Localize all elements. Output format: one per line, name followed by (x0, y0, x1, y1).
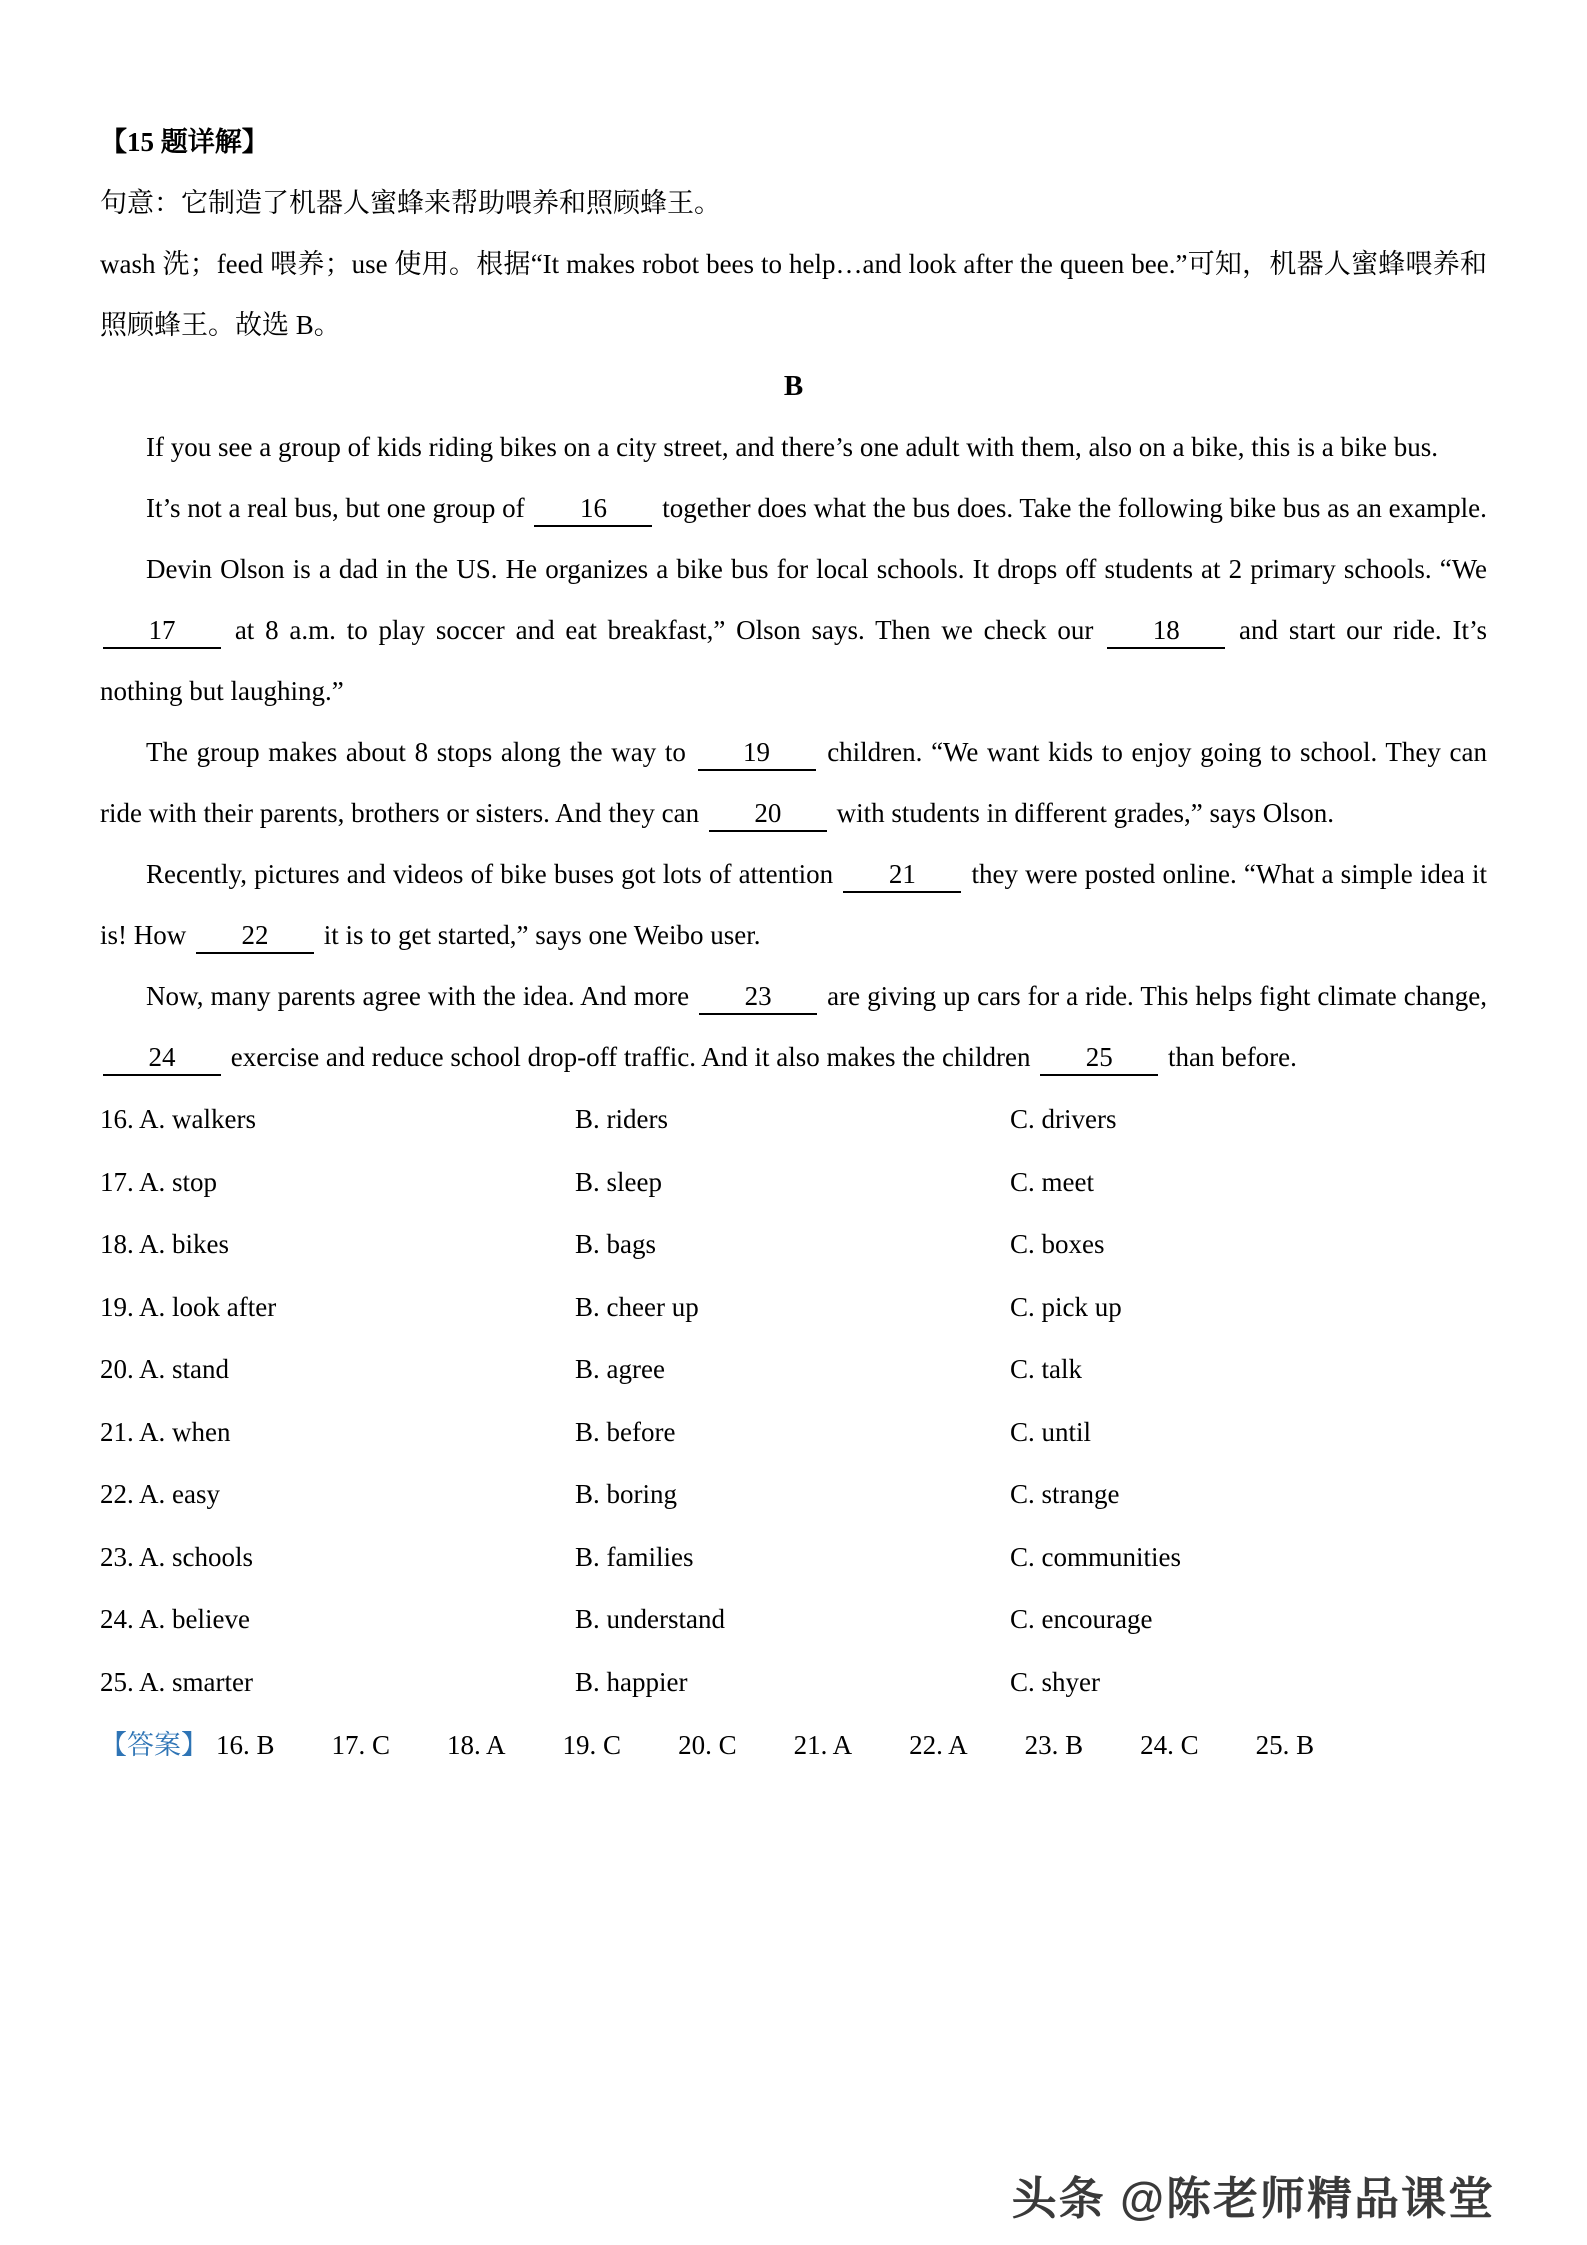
option-a: 20. A. stand (100, 1354, 230, 1384)
option-row (100, 1526, 1487, 1589)
blank-25: 25 (1040, 1040, 1158, 1076)
answers-label: 【答案】 (100, 1730, 208, 1760)
option-row (100, 1338, 1487, 1401)
option-b: B. agree (575, 1354, 665, 1384)
blank-17: 17 (103, 613, 221, 649)
explanation-title: 【15 题详解】 (100, 127, 269, 157)
options-list (100, 1088, 1487, 1713)
option-c: C. drivers (1010, 1104, 1117, 1134)
option-a: 17. A. stop (100, 1166, 218, 1197)
option-c: C. strange (1010, 1479, 1120, 1509)
passage-text: with students in different grades,” says Olson. (829, 798, 1335, 828)
option-a: 19. A. look after (100, 1291, 277, 1322)
passage-text: together does what the bus does. Take the following bike bus as an example. (655, 493, 1487, 523)
option-row (100, 1213, 1487, 1276)
blank-22: 22 (196, 918, 314, 954)
option-c: C. meet (1010, 1166, 1094, 1197)
blank-19: 19 (698, 735, 816, 771)
answer-item: 21. A (793, 1730, 853, 1760)
passage-text: it is to get started,” says one Weibo user. (317, 920, 761, 950)
passage-paragraph (100, 844, 1487, 966)
passage-paragraph (100, 478, 1487, 539)
option-row (100, 1651, 1487, 1714)
answer-item: 24. C (1140, 1730, 1199, 1760)
passage-text: they were posted online. “What a simple idea it is! How (100, 859, 1488, 950)
option-b: B. sleep (575, 1166, 662, 1197)
answer-item: 17. C (331, 1730, 391, 1760)
passage-text: exercise and reduce school drop-off traffic. And it also makes the children (224, 1042, 1038, 1072)
passage-text: than before. (1161, 1042, 1297, 1072)
option-c: C. until (1010, 1416, 1092, 1447)
option-row (100, 1151, 1487, 1214)
passage-paragraph (100, 966, 1487, 1088)
option-row (100, 1401, 1487, 1464)
option-a: 21. A. when (100, 1416, 231, 1447)
answers-items (216, 1713, 1314, 1777)
answer-item: 25. B (1255, 1730, 1315, 1760)
passage-text: are giving up cars for a ride. This helps fight climate change, (820, 981, 1487, 1011)
passage-text: Devin Olson is a dad in the US. He organizes a bike bus for local schools. It drops off students at 2 primary schools. “We (146, 554, 1487, 584)
passage-text: and start our ride. It’s nothing but laughing.” (100, 615, 1487, 706)
option-a: 18. A. bikes (100, 1229, 230, 1259)
option-c: C. talk (1010, 1354, 1082, 1384)
explanation-line-1: 句意：它制造了机器人蜜蜂来帮助喂养和照顾蜂王。 (100, 188, 721, 218)
option-a: 16. A. walkers (100, 1104, 256, 1134)
blank-21: 21 (843, 857, 961, 893)
option-b: B. before (575, 1416, 676, 1447)
passage-paragraph (100, 722, 1487, 844)
answers-row (100, 1713, 1487, 1777)
passage (100, 417, 1487, 1088)
passage-paragraph (100, 539, 1487, 722)
blank-24: 24 (103, 1040, 221, 1076)
option-a: 23. A. schools (100, 1541, 254, 1572)
passage-paragraph (100, 417, 1487, 478)
answer-item: 20. C (678, 1730, 737, 1760)
option-a: 24. A. believe (100, 1604, 250, 1634)
passage-text: Now, many parents agree with the idea. And more (146, 981, 697, 1011)
passage-text: at 8 a.m. to play soccer and eat breakfast,” Olson says. Then we check our (224, 615, 1105, 645)
option-c: C. shyer (1010, 1666, 1100, 1697)
option-a: 22. A. easy (100, 1479, 220, 1509)
option-b: B. boring (575, 1479, 678, 1509)
section-label: B (783, 370, 804, 402)
answer-item: 16. B (216, 1730, 275, 1760)
option-b: B. families (575, 1541, 694, 1572)
option-b: B. understand (575, 1604, 725, 1634)
option-b: B. cheer up (575, 1291, 699, 1322)
answer-item: 23. B (1024, 1730, 1084, 1760)
option-b: B. riders (575, 1104, 668, 1134)
option-row (100, 1463, 1487, 1526)
blank-18: 18 (1107, 613, 1225, 649)
passage-text: children. “We want kids to enjoy going to school. They can ride with their parents, brothers or sisters. And they can (100, 737, 1487, 828)
option-b: B. happier (575, 1666, 688, 1697)
option-row (100, 1088, 1487, 1151)
blank-20: 20 (709, 796, 827, 832)
answer-item: 22. A (909, 1730, 968, 1760)
blank-23: 23 (699, 979, 817, 1015)
option-row (100, 1588, 1487, 1651)
option-row (100, 1276, 1487, 1339)
explanation-line-2: wash 洗；feed 喂养；use 使用。根据“It makes robot bees to help…and look after the queen bee.”可知，机器人蜜蜂喂养和照顾蜂王。故选 B。 (100, 249, 1487, 340)
passage-text: The group makes about 8 stops along the way to (146, 737, 695, 767)
passage-text: It’s not a real bus, but one group of (146, 493, 532, 523)
option-c: C. communities (1010, 1541, 1181, 1572)
passage-text: If you see a group of kids riding bikes on a city street, and there’s one adult with them, also on a bike, this is a bike bus. (146, 432, 1438, 462)
passage-text: Recently, pictures and videos of bike buses got lots of attention (146, 859, 841, 889)
blank-16: 16 (534, 491, 652, 527)
option-a: 25. A. smarter (100, 1666, 253, 1697)
answer-item: 19. C (562, 1730, 622, 1760)
option-c: C. boxes (1010, 1229, 1105, 1259)
option-c: C. encourage (1010, 1604, 1153, 1634)
option-b: B. bags (575, 1229, 656, 1259)
watermark: 头条 @陈老师精品课堂 (1011, 2173, 1495, 2224)
answer-item: 18. A (447, 1730, 506, 1760)
option-c: C. pick up (1010, 1291, 1122, 1322)
